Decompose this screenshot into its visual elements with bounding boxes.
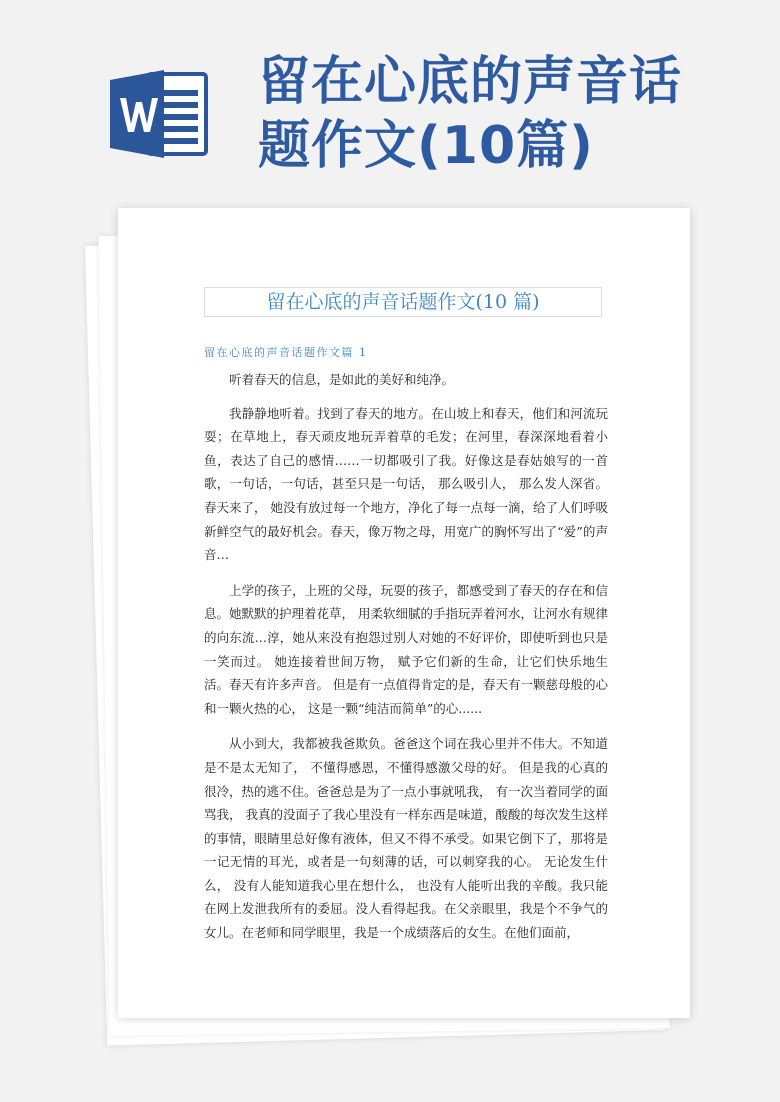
paragraph: 听着春天的信息，是如此的美好和纯净。 <box>229 372 455 387</box>
paragraph: 我静静地听着。找到了春天的地方。在山坡上和春天，他们和河流玩耍；在草地上，春天顽皮地玩弄着草的毛发；在河里，春深深地看着小鱼，表达了自己的感情……一切都吸引了我。好像这是春姑娘写的一首歌，一句话，一句话，甚至只是一句话， 那么吸引人， 那么发人深省。 春天来了， 她没有放过每一个地方，净化了每一点每一滴，给了人们呼吸新鲜空气的最好机会。春天，像万物之母，用宽广的胸怀写出了“爱”的声音… <box>204 405 608 563</box>
document-title: 留在心底的声音话题作文(10 篇) <box>204 287 602 317</box>
document-page <box>118 208 690 1018</box>
word-icon <box>108 68 208 160</box>
section-heading: 留在心底的声音话题作文篇 1 <box>204 346 368 359</box>
paragraph: 上学的孩子，上班的父母，玩耍的孩子，都感受到了春天的存在和信息。她默默的护理着花草， 用柔软细腻的手指玩弄着河水，让河水有规律的向东流…淳，她从来没有抱怨过别人对她的不好评价，即使听到也只是一笑而过。 她连接着世间万物， 赋予它们新的生命，让它们快乐地生活。春天有许多声音。 但是有一点值得肯定的是，春天有一颗慈母般的心和一颗火热的心， 这是一颗“纯洁而简单”的心...... <box>204 582 608 716</box>
page-title: 留在心底的声音话题作文(10篇) <box>258 52 683 176</box>
paragraph: 从小到大，我都被我爸欺负。爸爸这个词在我心里并不伟大。不知道是不是太无知了， 不懂得感恩，不懂得感激父母的好。 但是我的心真的很冷，热的逃不住。爸爸总是为了一点小事就吼我， 有一次当着同学的面骂我， 我真的没面子了我心里没有一样东西是味道，酸酸的每次发生这样的事情，眼睛里总好像有液体，但又不得不承受。如果它倒下了，那将是一记无情的耳光，或者是一句刻薄的话，可以刺穿我的心。 无论发生什么， 没有人能知道我心里在想什么， 也没有人能听出我的辛酸。我只能在网上发泄我所有的委屈。没人看得起我。在父亲眼里，我是个不争气的女儿。在老师和同学眼里，我是一个成绩落后的女生。在他们面前， <box>204 736 608 941</box>
document-body <box>204 368 608 957</box>
